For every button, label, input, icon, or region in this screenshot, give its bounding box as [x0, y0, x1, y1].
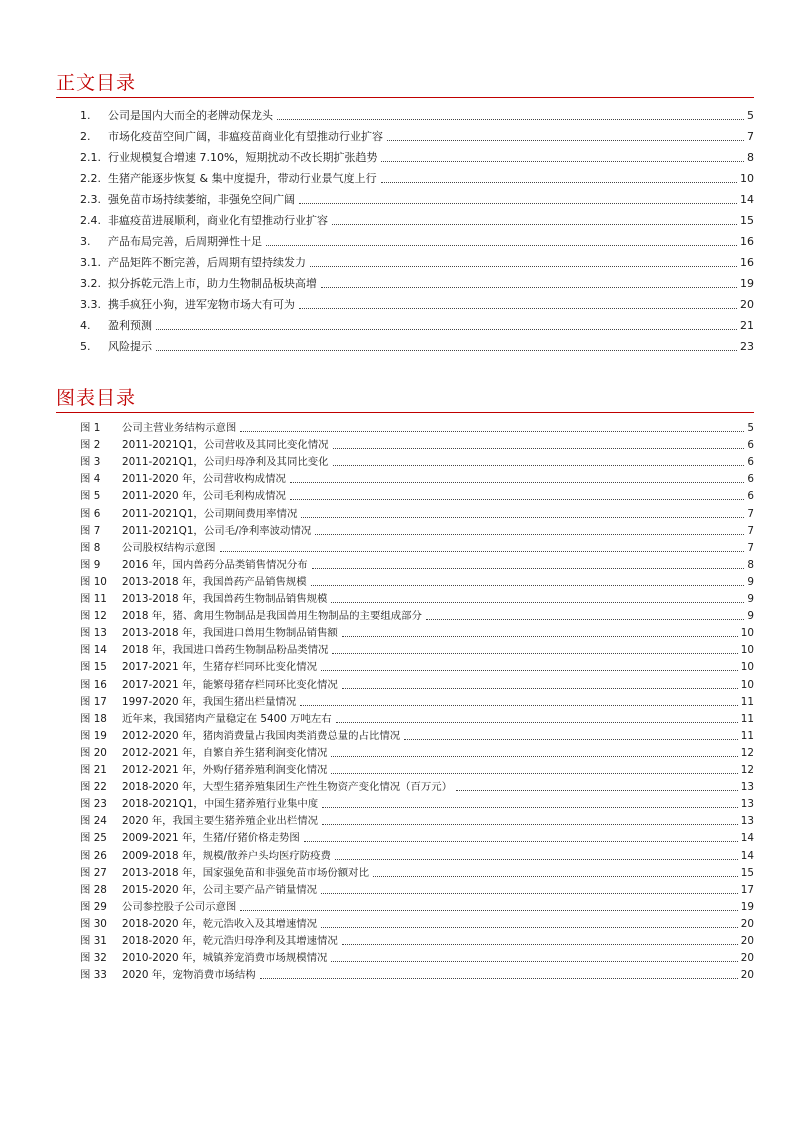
- figure-entry-text: 2011-2021Q1，公司营收及其同比变化情况: [122, 439, 329, 452]
- figure-entry-number: 图 24: [80, 815, 107, 828]
- figure-entry-number: 图 20: [80, 746, 107, 759]
- figure-entry-text: 2018 年，我国进口兽药生物制品粉品类情况: [122, 644, 329, 657]
- figure-entry-page-number: 19: [740, 900, 754, 913]
- dot-leader: [404, 738, 738, 740]
- toc-entry-text: 携手疯狂小狗，进军宠物市场大有可为: [108, 298, 295, 311]
- figure-entry[interactable]: [80, 487, 754, 503]
- dot-leader: [321, 926, 738, 928]
- figure-entry-page-number: 10: [740, 627, 754, 640]
- dot-leader: [290, 498, 745, 500]
- toc-entry-page-number: 14: [740, 193, 754, 206]
- dot-leader: [315, 533, 744, 535]
- dot-leader: [321, 892, 738, 894]
- dot-leader: [332, 652, 737, 654]
- figure-entry-text: 2020 年，我国主要生猪养殖企业出栏情况: [122, 815, 318, 828]
- figure-entry-number: 图 32: [80, 952, 107, 965]
- figure-entry-text: 公司主营业务结构示意图: [122, 422, 237, 434]
- figure-entry-text: 1997-2020 年，我国生猪出栏量情况: [122, 695, 297, 708]
- figure-entry-page-number: 5: [747, 422, 754, 434]
- toc-entry-text: 公司是国内大而全的老牌动保龙头: [108, 109, 273, 122]
- figure-entry[interactable]: [80, 624, 754, 640]
- figure-entry[interactable]: [80, 710, 754, 726]
- toc-entry[interactable]: [80, 107, 754, 123]
- figure-entry-number: 图 4: [80, 473, 101, 486]
- toc-entry-page-number: 15: [740, 214, 754, 227]
- figure-entry-text: 公司参控股子公司示意图: [122, 900, 237, 913]
- figure-entry-text: 2011-2020 年，公司毛利构成情况: [122, 490, 286, 503]
- dot-leader: [240, 909, 737, 911]
- dot-leader: [342, 635, 738, 637]
- dot-leader: [322, 823, 738, 825]
- figure-entry[interactable]: [80, 727, 754, 743]
- dot-leader: [156, 349, 737, 351]
- figure-entry-text: 2010-2020 年，城镇养宠消费市场规模情况: [122, 952, 328, 965]
- figure-entry[interactable]: [80, 539, 754, 555]
- figure-entry[interactable]: [80, 795, 754, 811]
- toc-entry-text: 行业规模复合增速 7.10%，短期扰动不改长期扩张趋势: [108, 151, 378, 164]
- figure-entry-text: 2018 年，猪、禽用生物制品是我国兽用生物制品的主要组成部分: [122, 610, 422, 623]
- figure-entry-text: 2017-2021 年，生猪存栏同环比变化情况: [122, 661, 318, 674]
- toc-entry[interactable]: [80, 317, 754, 333]
- toc-entry-text: 强免苗市场持续萎缩，非强免空间广阔: [108, 193, 295, 206]
- dot-leader: [335, 858, 738, 860]
- figure-entry-number: 图 28: [80, 883, 107, 896]
- figure-entry-page-number: 14: [740, 832, 754, 845]
- toc-entry-page-number: 20: [740, 298, 754, 311]
- dot-leader: [266, 244, 737, 246]
- figure-entry-page-number: 6: [747, 490, 754, 503]
- figure-toc-rule: [56, 412, 754, 413]
- toc-entry-number: 2.4.: [80, 214, 101, 227]
- toc-entry[interactable]: [80, 233, 754, 249]
- dot-leader: [426, 618, 744, 620]
- toc-entry-page-number: 16: [740, 256, 754, 269]
- dot-leader: [332, 223, 737, 225]
- figure-entry-text: 2013-2018 年，我国进口兽用生物制品销售额: [122, 627, 338, 640]
- figure-entry-page-number: 8: [747, 558, 754, 571]
- dot-leader: [312, 567, 745, 569]
- figure-entry[interactable]: [80, 419, 754, 435]
- figure-entry-text: 2011-2020 年，公司营收构成情况: [122, 473, 286, 486]
- figure-entry[interactable]: [80, 641, 754, 657]
- figure-entry[interactable]: [80, 761, 754, 777]
- dot-leader: [333, 447, 745, 449]
- toc-entry-number: 2.: [80, 130, 91, 143]
- figure-entry[interactable]: [80, 778, 754, 794]
- figure-entry-number: 图 5: [80, 490, 101, 503]
- dot-leader: [277, 118, 744, 120]
- dot-leader: [240, 430, 744, 432]
- toc-entry-text: 产品矩阵不断完善，后周期有望持续发力: [108, 256, 306, 269]
- figure-entry-number: 图 8: [80, 541, 101, 554]
- figure-entry[interactable]: [80, 949, 754, 965]
- figure-entry-page-number: 11: [740, 729, 754, 742]
- dot-leader: [290, 481, 745, 483]
- toc-entry-number: 2.1.: [80, 151, 101, 164]
- figure-entry-number: 图 3: [80, 456, 101, 469]
- dot-leader: [342, 943, 738, 945]
- figure-entry[interactable]: [80, 898, 754, 914]
- figure-entry-page-number: 14: [740, 849, 754, 862]
- toc-entry-text: 市场化疫苗空间广阔，非瘟疫苗商业化有望推动行业扩容: [108, 130, 383, 143]
- toc-entry-number: 5.: [80, 340, 91, 353]
- figure-entry-page-number: 15: [740, 866, 754, 879]
- figure-entry-number: 图 7: [80, 524, 101, 537]
- figure-entry[interactable]: [80, 829, 754, 845]
- toc-entry-number: 4.: [80, 319, 91, 332]
- figure-entry-text: 2017-2021 年，能繁母猪存栏同环比变化情况: [122, 678, 338, 691]
- figure-entry-number: 图 1: [80, 422, 101, 434]
- toc-entry-text: 生猪产能逐步恢复 & 集中度提升，带动行业景气度上行: [108, 172, 377, 185]
- dot-leader: [304, 840, 738, 842]
- figure-entry-page-number: 13: [740, 781, 754, 794]
- figure-entry-page-number: 9: [747, 610, 754, 623]
- figure-entry-number: 图 13: [80, 627, 107, 640]
- figure-entry[interactable]: [80, 812, 754, 828]
- dot-leader: [299, 202, 737, 204]
- toc-entry-number: 2.2.: [80, 172, 101, 185]
- figure-entry-page-number: 7: [747, 507, 754, 520]
- toc-entry-page-number: 10: [740, 172, 754, 185]
- toc-entry-number: 2.3.: [80, 193, 101, 206]
- figure-entry-text: 2018-2020 年，乾元浩归母净利及其增速情况: [122, 935, 338, 947]
- figure-entry[interactable]: [80, 505, 754, 521]
- toc-entry[interactable]: [80, 212, 754, 228]
- dot-leader: [299, 307, 737, 309]
- figure-entry-text: 2009-2021 年，生猪/仔猪价格走势图: [122, 832, 300, 845]
- figure-entry-number: 图 17: [80, 695, 107, 708]
- dot-leader: [301, 516, 744, 518]
- figure-entry-text: 2011-2021Q1，公司毛/净利率波动情况: [122, 524, 312, 537]
- figure-entry-page-number: 6: [747, 439, 754, 452]
- dot-leader: [373, 875, 738, 877]
- figure-entry-page-number: 9: [747, 593, 754, 605]
- figure-entry[interactable]: [80, 607, 754, 623]
- figure-entry-page-number: 11: [740, 695, 754, 708]
- toc-entry-page-number: 21: [740, 319, 754, 332]
- figure-entry-text: 2011-2021Q1，公司归母净利及其同比变化: [122, 456, 329, 469]
- figure-entry[interactable]: [80, 453, 754, 469]
- figure-entry-page-number: 20: [740, 952, 754, 965]
- figure-entry-number: 图 2: [80, 439, 101, 452]
- dot-leader: [311, 584, 745, 586]
- figure-entry-page-number: 13: [740, 815, 754, 828]
- figure-entry-text: 2016 年，国内兽药分品类销售情况分布: [122, 558, 308, 571]
- dot-leader: [331, 960, 737, 962]
- figure-entry[interactable]: [80, 573, 754, 589]
- figure-entry-text: 2011-2021Q1，公司期间费用率情况: [122, 507, 298, 520]
- figure-entry-number: 图 25: [80, 832, 107, 845]
- figure-entry-page-number: 17: [740, 883, 754, 896]
- figure-entry-number: 图 6: [80, 507, 101, 520]
- figure-entry-text: 2020 年，宠物消费市场结构: [122, 969, 256, 982]
- figure-entry-page-number: 20: [740, 969, 754, 982]
- figure-entry-number: 图 18: [80, 712, 107, 725]
- figure-entry[interactable]: [80, 590, 754, 606]
- dot-leader: [333, 464, 745, 466]
- figure-entry-number: 图 29: [80, 900, 107, 913]
- toc-entry[interactable]: [80, 149, 754, 165]
- figure-entry-number: 图 30: [80, 917, 107, 930]
- figure-entry[interactable]: [80, 881, 754, 897]
- figure-entry-text: 2012-2021 年，自繁自养生猪利润变化情况: [122, 746, 328, 759]
- figure-entry-page-number: 7: [747, 541, 754, 554]
- figure-toc-title: 图表目录: [56, 387, 137, 409]
- figure-entry[interactable]: [80, 847, 754, 863]
- figure-entry-text: 2013-2018 年，国家强免苗和非强免苗市场份额对比: [122, 866, 369, 879]
- figure-entry-number: 图 23: [80, 798, 107, 811]
- toc-entry-page-number: 19: [740, 277, 754, 290]
- toc-entry[interactable]: [80, 275, 754, 291]
- figure-entry-text: 2018-2020 年，乾元浩收入及其增速情况: [122, 917, 318, 930]
- figure-entry-number: 图 27: [80, 866, 107, 879]
- figure-entry[interactable]: [80, 932, 754, 948]
- dot-leader: [260, 977, 738, 979]
- toc-entry-text: 产品布局完善，后周期弹性十足: [108, 235, 262, 248]
- dot-leader: [381, 181, 737, 183]
- figure-entry-number: 图 10: [80, 575, 107, 588]
- figure-entry-number: 图 14: [80, 644, 107, 657]
- figure-entry[interactable]: [80, 522, 754, 538]
- figure-entry[interactable]: [80, 658, 754, 674]
- figure-entry-page-number: 12: [740, 746, 754, 759]
- figure-entry-number: 图 31: [80, 935, 107, 947]
- figure-entry[interactable]: [80, 436, 754, 452]
- toc-entry-text: 拟分拆乾元浩上市，助力生物制品板块高增: [108, 277, 317, 290]
- figure-entry-number: 图 33: [80, 969, 107, 982]
- figure-entry-number: 图 15: [80, 661, 107, 674]
- figure-entry[interactable]: [80, 470, 754, 486]
- figure-entry[interactable]: [80, 864, 754, 880]
- dot-leader: [336, 721, 738, 723]
- figure-entry-page-number: 11: [740, 712, 754, 725]
- figure-entry-page-number: 6: [747, 456, 754, 469]
- dot-leader: [220, 550, 745, 552]
- figure-entry-text: 近年来，我国猪肉产量稳定在 5400 万吨左右: [122, 712, 332, 725]
- dot-leader: [300, 704, 738, 706]
- figure-entry[interactable]: [80, 676, 754, 692]
- figure-entry-text: 2012-2021 年，外购仔猪养殖利润变化情况: [122, 764, 328, 776]
- dot-leader: [387, 139, 744, 141]
- figure-entry-number: 图 19: [80, 729, 107, 742]
- dot-leader: [156, 328, 737, 330]
- toc-entry-page-number: 5: [747, 109, 754, 122]
- figure-entry-number: 图 11: [80, 593, 107, 605]
- toc-entry-page-number: 16: [740, 235, 754, 248]
- figure-entry-page-number: 10: [740, 661, 754, 674]
- dot-leader: [342, 687, 738, 689]
- dot-leader: [322, 806, 738, 808]
- figure-entry-page-number: 6: [747, 473, 754, 486]
- figure-entry[interactable]: [80, 744, 754, 760]
- figure-entry-text: 2009-2018 年，规模/散养户头均医疗防疫费: [122, 849, 331, 862]
- figure-entry-text: 2012-2020 年，猪肉消费量占我国肉类消费总量的占比情况: [122, 729, 401, 742]
- toc-entry-number: 3.1.: [80, 256, 101, 269]
- figure-entry-page-number: 20: [740, 935, 754, 947]
- dot-leader: [331, 772, 737, 774]
- toc-entry-number: 1.: [80, 109, 91, 122]
- toc-entry[interactable]: [80, 338, 754, 354]
- figure-entry-page-number: 7: [747, 524, 754, 537]
- figure-entry[interactable]: [80, 966, 754, 982]
- toc-entry-page-number: 23: [740, 340, 754, 353]
- figure-entry-page-number: 20: [740, 917, 754, 930]
- figure-entry-text: 2013-2018 年，我国兽药产品销售规模: [122, 575, 307, 588]
- figure-entry[interactable]: [80, 693, 754, 709]
- figure-entry-number: 图 9: [80, 558, 101, 571]
- dot-leader: [331, 601, 744, 603]
- figure-entry-page-number: 12: [740, 764, 754, 776]
- figure-entry-page-number: 10: [740, 678, 754, 691]
- figure-entry-text: 2018-2021Q1，中国生猪养殖行业集中度: [122, 798, 319, 811]
- toc-entry-number: 3.: [80, 235, 91, 248]
- toc-entry[interactable]: [80, 170, 754, 186]
- toc-entry-text: 非瘟疫苗进展顺利，商业化有望推动行业扩容: [108, 214, 328, 227]
- figure-entry-number: 图 21: [80, 764, 107, 776]
- figure-entry-page-number: 13: [740, 798, 754, 811]
- toc-entry[interactable]: [80, 254, 754, 270]
- toc-entry-page-number: 7: [747, 130, 754, 143]
- dot-leader: [381, 160, 744, 162]
- figure-entry-text: 2013-2018 年，我国兽药生物制品销售规模: [122, 593, 328, 605]
- dot-leader: [310, 265, 737, 267]
- dot-leader: [456, 789, 738, 791]
- main-toc-rule: [56, 97, 754, 98]
- toc-entry-page-number: 8: [747, 151, 754, 164]
- dot-leader: [321, 286, 737, 288]
- toc-entry-text: 风险提示: [108, 340, 152, 353]
- toc-entry[interactable]: [80, 191, 754, 207]
- figure-entry-number: 图 16: [80, 678, 107, 691]
- figure-entry-number: 图 26: [80, 849, 107, 862]
- toc-entry-number: 3.3.: [80, 298, 101, 311]
- figure-entry-number: 图 12: [80, 610, 107, 623]
- figure-entry[interactable]: [80, 915, 754, 931]
- toc-entry[interactable]: [80, 128, 754, 144]
- toc-entry-text: 盈利预测: [108, 319, 152, 332]
- dot-leader: [321, 669, 738, 671]
- figure-entry-text: 2018-2020 年，大型生猪养殖集团生产性生物资产变化情况（百万元）: [122, 781, 453, 794]
- main-toc-title: 正文目录: [56, 72, 137, 94]
- toc-entry[interactable]: [80, 296, 754, 312]
- figure-entry[interactable]: [80, 556, 754, 572]
- figure-entry-text: 公司股权结构示意图: [122, 541, 216, 554]
- toc-entry-number: 3.2.: [80, 277, 101, 290]
- figure-entry-page-number: 9: [747, 575, 754, 588]
- figure-entry-text: 2015-2020 年，公司主要产品产销量情况: [122, 883, 318, 896]
- figure-entry-page-number: 10: [740, 644, 754, 657]
- figure-entry-number: 图 22: [80, 781, 107, 794]
- dot-leader: [331, 755, 737, 757]
